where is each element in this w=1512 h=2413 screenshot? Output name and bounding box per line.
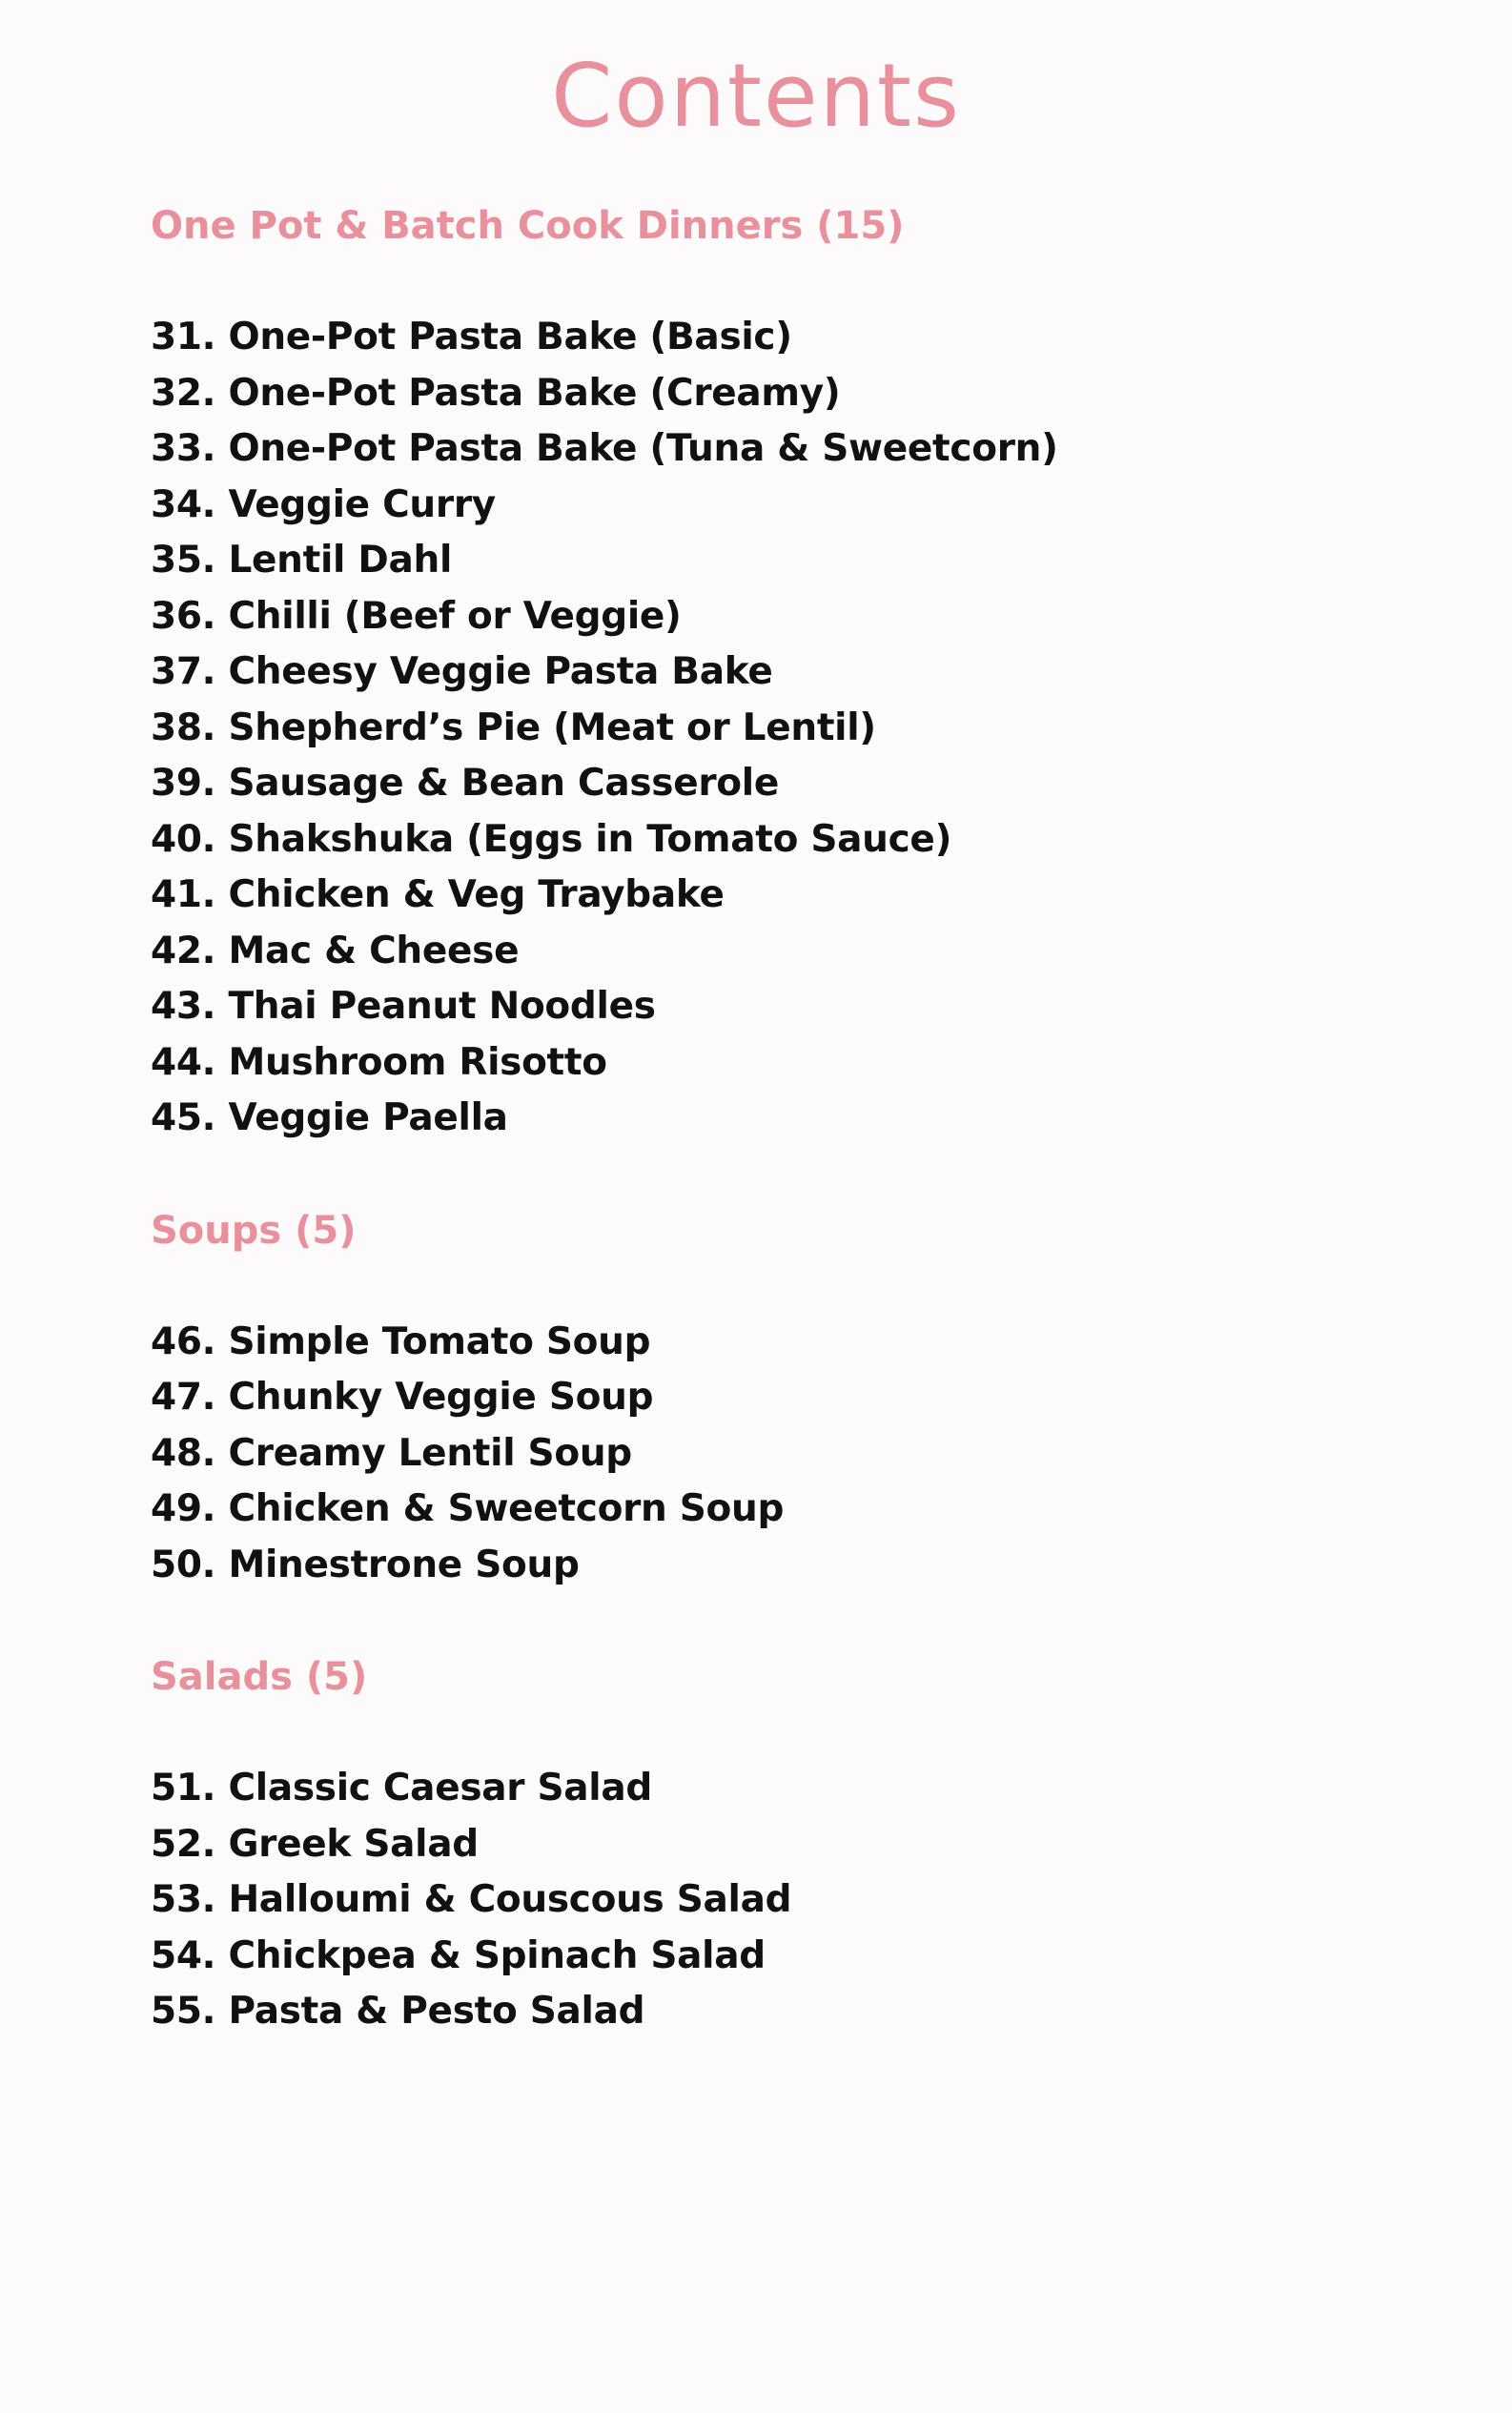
recipe-item: 32. One-Pot Pasta Bake (Creamy) bbox=[151, 371, 841, 415]
recipe-item: 51. Classic Caesar Salad bbox=[151, 1767, 653, 1810]
recipe-item: 49. Chicken & Sweetcorn Soup bbox=[151, 1487, 785, 1530]
recipe-item: 53. Halloumi & Couscous Salad bbox=[151, 1878, 792, 1921]
recipe-item: 55. Pasta & Pesto Salad bbox=[151, 1990, 645, 2033]
recipe-item: 42. Mac & Cheese bbox=[151, 929, 520, 972]
recipe-item: 34. Veggie Curry bbox=[151, 482, 496, 526]
recipe-list bbox=[151, 1761, 1390, 2040]
recipe-item: 52. Greek Salad bbox=[151, 1822, 479, 1866]
recipe-item: 40. Shakshuka (Eggs in Tomato Sauce) bbox=[151, 817, 952, 861]
recipe-item: 54. Chickpea & Spinach Salad bbox=[151, 1933, 766, 1977]
recipe-list bbox=[151, 310, 1390, 1147]
page-title: Contents bbox=[551, 45, 961, 147]
recipe-item: 45. Veggie Paella bbox=[151, 1096, 508, 1139]
recipe-item: 39. Sausage & Bean Casserole bbox=[151, 762, 779, 805]
recipe-item: 35. Lentil Dahl bbox=[151, 539, 453, 582]
recipe-item: 36. Chilli (Beef or Veggie) bbox=[151, 594, 682, 638]
section-soups bbox=[151, 1203, 1390, 1594]
contents-list bbox=[151, 198, 1390, 2040]
recipe-item: 46. Simple Tomato Soup bbox=[151, 1319, 651, 1363]
recipe-item: 50. Minestrone Soup bbox=[151, 1543, 580, 1586]
recipe-item: 47. Chunky Veggie Soup bbox=[151, 1376, 654, 1419]
section-one-pot-dinners bbox=[151, 198, 1390, 1147]
recipe-item: 31. One-Pot Pasta Bake (Basic) bbox=[151, 316, 792, 358]
recipe-item: 44. Mushroom Risotto bbox=[151, 1040, 607, 1084]
recipe-item: 48. Creamy Lentil Soup bbox=[151, 1431, 632, 1475]
section-heading: One Pot & Batch Cook Dinners (15) bbox=[151, 204, 905, 248]
section-heading: Soups (5) bbox=[151, 1208, 357, 1253]
recipe-item: 38. Shepherd’s Pie (Meat or Lentil) bbox=[151, 705, 876, 749]
section-heading: Salads (5) bbox=[151, 1655, 368, 1699]
recipe-item: 41. Chicken & Veg Traybake bbox=[151, 873, 725, 916]
recipe-list bbox=[151, 1315, 1390, 1594]
recipe-item: 33. One-Pot Pasta Bake (Tuna & Sweetcorn) bbox=[151, 427, 1058, 470]
section-salads bbox=[151, 1649, 1390, 2040]
recipe-item: 37. Cheesy Veggie Pasta Bake bbox=[151, 650, 773, 693]
recipe-item: 43. Thai Peanut Noodles bbox=[151, 985, 656, 1028]
